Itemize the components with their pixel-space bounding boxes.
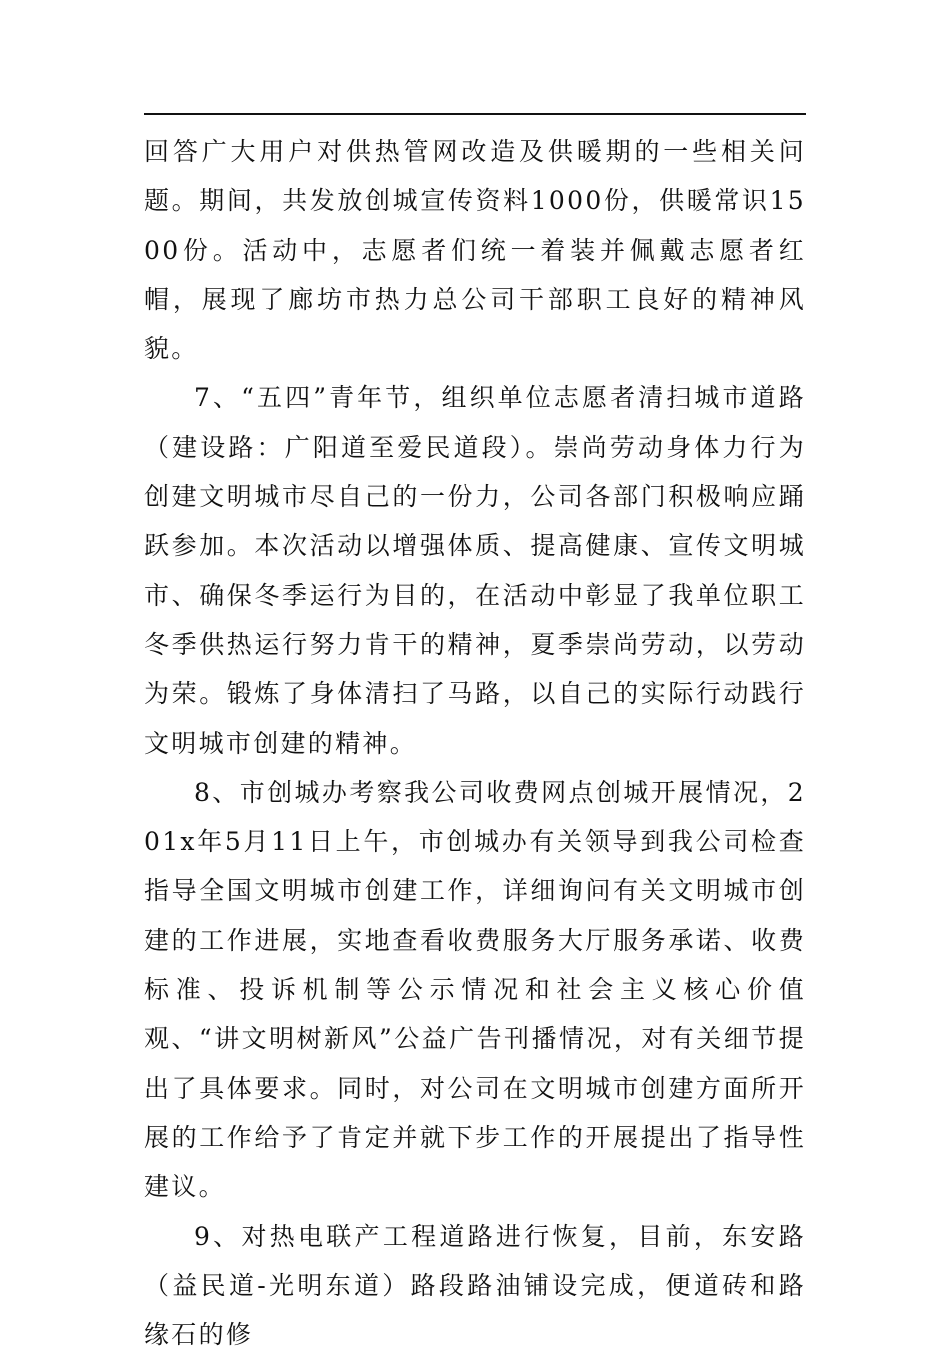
paragraph-item-8: 8、市创城办考察我公司收费网点创城开展情况，201x年5月11日上午，市创城办有关领导到我公司检查指导全国文明城市创建工作，详细询问有关文明城市创建的工作进展，实地查看收费服务大厅服务承诺、收费标准、投诉机制等公示情况和社会主义核心价值观、“讲文明树新风”公益广告刊播情况，对有关细节提出了具体要求。同时，对公司在文明城市创建方面所开展的工作给予了肯定并就下步工作的开展提出了指导性建议。 (144, 777, 806, 1202)
paragraph-item-9: 9、对热电联产工程道路进行恢复，目前，东安路（益民道-光明东道）路段路油铺设完成，便道砖和路缘石的修 (144, 1221, 806, 1350)
document-body (144, 127, 806, 1359)
paragraph-item-7: 7、“五四”青年节，组织单位志愿者清扫城市道路（建设路：广阳道至爱民道段）。崇尚劳动身体力行为创建文明城市尽自己的一份力，公司各部门积极响应踊跃参加。本次活动以增强体质、提高健康、宣传文明城市、确保冬季运行为目的，在活动中彰显了我单位职工冬季供热运行努力肯干的精神，夏季崇尚劳动，以劳动为荣。锻炼了身体清扫了马路，以自己的实际行动践行文明城市创建的精神。 (144, 383, 806, 758)
header-rule (144, 113, 806, 115)
paragraph-continued: 回答广大用户对供热管网改造及供暖期的一些相关问题。期间，共发放创城宣传资料1000份，供暖常识1500份。活动中，志愿者们统一着装并佩戴志愿者红帽，展现了廊坊市热力总公司干部职工良好的精神风貌。 (144, 137, 806, 364)
